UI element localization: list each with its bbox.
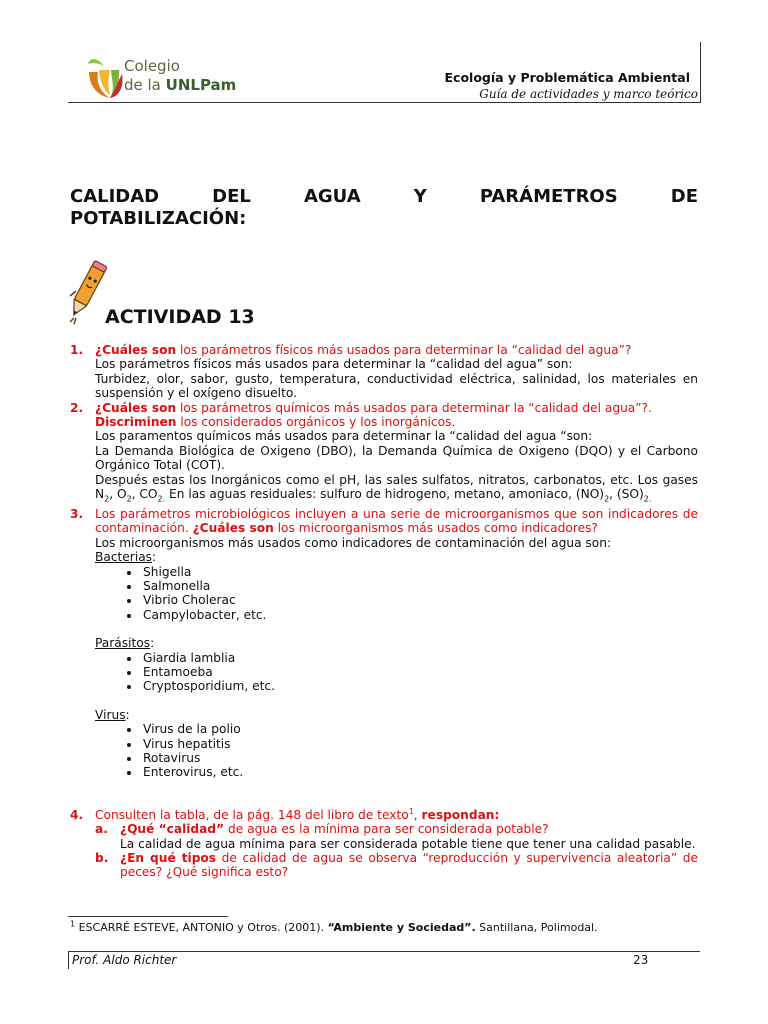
virus-list [95,722,698,780]
page-number: 23 [633,953,649,967]
list-item: • Virus hepatitis [141,737,698,751]
activity-content [70,343,698,880]
footer-divider-vertical [68,951,69,969]
question-number: 2. [70,400,84,415]
category-label: Parásitos: [95,636,155,651]
question-text: Los parámetros microbiológicos incluyen a una serie de microorganismos que son indicadores de contaminación. ¿Cuáles son los microorganismos más usados como indicadores? [95,506,698,536]
pencil-mascot-icon [64,258,108,326]
list-item: • Campylobacter, etc. [141,608,698,622]
question-text: ¿Cuáles son los parámetros químicos más usados para determinar la “calidad del agua”?. Discriminen los considerados orgánicos y los inorgánicos. [95,400,652,430]
page-title-line1: CALIDAD DEL AGUA Y PARÁMETROS DE [70,186,698,207]
bacteria-list [95,565,698,623]
list-item: • Vibrio Cholerac [141,593,698,607]
question-number: 3. [70,506,84,521]
logo-text-line2: de la UNLPam [124,76,237,94]
question-text: ¿Cuáles son los parámetros físicos más usados para determinar la “calidad del agua”? [95,343,632,357]
question-1 [70,343,698,401]
answer-text: Después estas los Inorgánicos como el pH, las sales sulfatos, nitratos, carbonatos, etc. Los gases $N_2$, $O_2$, $CO_{2.}$ En las aguas residuales: sulfuro de hidrogeno, metano, amoniaco, $(NO)_2$, $(SO)_{2.}$ [95,472,698,504]
activity-heading: ACTIVIDAD 13 [105,306,255,328]
header-divider [68,102,700,103]
category-label: Virus: [95,707,130,722]
page-title-line2: POTABILIZACIÓN: [70,208,247,229]
answer-line: Los paramentos químicos más usados para determinar la “calidad del agua “son: [95,429,593,444]
footer-divider [68,951,700,952]
question-text: ¿Qué “calidad” de agua es la mínima para ser considerada potable? [120,822,549,837]
question-number: 4. [70,807,84,822]
list-item: • Cryptosporidium, etc. [141,679,698,693]
header-divider-vertical [700,42,701,103]
sub-question-b: b. ¿En qué tipos de calidad de agua se observa “reproducción y supervivencia aleatoria” de peces? ¿Qué significa esto? [95,851,698,880]
list-item: • Enterovirus, etc. [141,765,698,779]
question-number: 1. [70,343,84,357]
list-item: • Virus de la polio [141,722,698,736]
answer-line: Los microorganismos más usados como indicadores de contaminación del agua son: [95,535,612,550]
footnote: $^1$ ESCARRÉ ESTEVE, ANTONIO y Otros. (2001). “Ambiente y Sociedad”. Santillana, Polimodal. [70,919,598,934]
list-item: • Giardia lamblia [141,651,698,665]
answer-line: Los parámetros físicos más usados para determinar la “calidad del agua” son: [95,357,573,372]
parasite-list [95,651,698,694]
question-text: ¿En qué tipos de calidad de agua se observa “reproducción y supervivencia aleatoria” de peces? ¿Qué significa esto? [120,851,698,880]
list-item: • Rotavirus [141,751,698,765]
sub-question-a: a. ¿Qué “calidad” de agua es la mínima para ser considerada potable? La calidad de agua mínima para ser considerada potable tiene que tener una calidad pasable. [95,822,698,851]
logo-mark-icon [86,52,126,102]
question-2 [70,401,698,507]
list-item: • Shigella [141,565,698,579]
question-4 [70,808,698,880]
answer-text: Turbidez, olor, sabor, gusto, temperatura, conductividad eléctrica, salinidad, los materiales en suspensión y el oxígeno disuelto. [95,371,698,401]
answer-text: La Demanda Biológica de Oxigeno (DBO), la Demanda Química de Oxigeno (DQO) y el Carbono Orgánico Total (COT). [95,443,698,473]
category-label: Bacterias: [95,550,157,565]
course-subtitle: Guía de actividades y marco teórico [479,87,698,101]
list-item: • Salmonella [141,579,698,593]
answer-text: La calidad de agua mínima para ser considerada potable tiene que tener una calidad pasable. [120,836,696,851]
footnote-divider [68,916,228,917]
logo-text-line1: Colegio [124,57,180,75]
question-text: Consulten la tabla, de la pág. 148 del libro de texto$^1$, respondan: [95,806,500,822]
question-3 [70,507,698,780]
course-name: Ecología y Problemática Ambiental [444,70,690,85]
footer-author: Prof. Aldo Richter [72,953,177,967]
list-item: • Entamoeba [141,665,698,679]
